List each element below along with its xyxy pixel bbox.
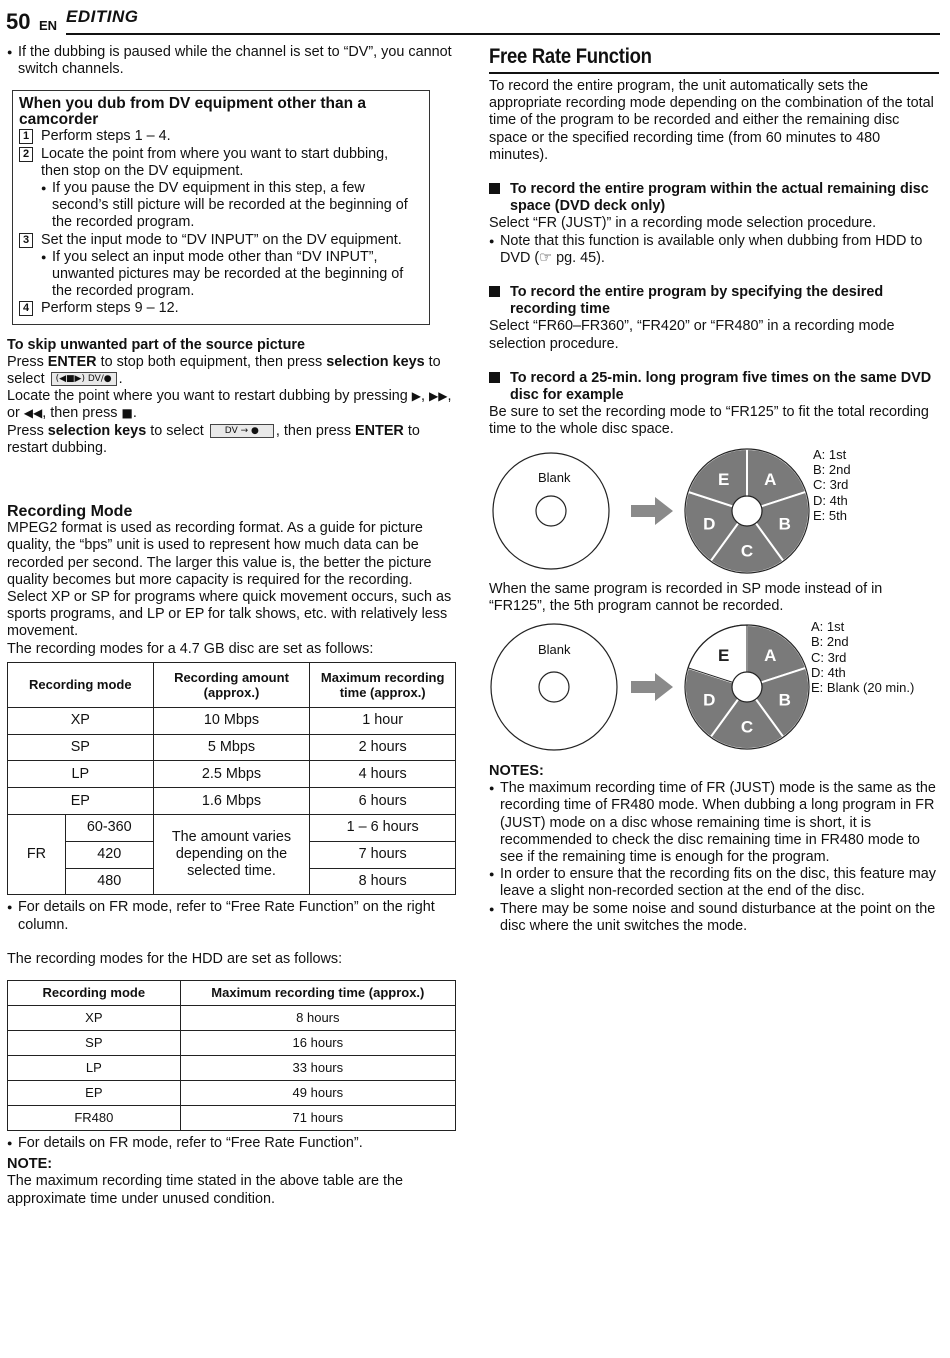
step-text: Perform steps 1 – 4. bbox=[41, 128, 171, 145]
legend-2: A: 1st B: 2nd C: 3rd D: 4th E: Blank (20 min.) bbox=[811, 619, 915, 696]
recorded-disc bbox=[685, 625, 809, 749]
skip-heading: To skip unwanted part of the source picture bbox=[7, 336, 305, 353]
note-item: ● The maximum recording time of FR (JUST) mode is the same as the recording time of FR480 mode. When dubbing a long program in FR (JUST) mode on a disc whose remaining time is short, it is recommended to check the disc remaining time in FR480 mode to see if the remaining time is enough for the program. bbox=[489, 780, 939, 866]
segment-label: D bbox=[703, 690, 716, 710]
step-number: 4 bbox=[19, 301, 33, 316]
step-1 bbox=[19, 128, 419, 145]
segment-label: C bbox=[740, 717, 754, 737]
section-1-heading: To record the entire program within the actual remaining disc space (DVD deck only) bbox=[489, 181, 939, 215]
step-2 bbox=[19, 146, 419, 232]
enter-key-label: ENTER bbox=[47, 353, 97, 370]
section-2-heading: To record the entire program by specifying the desired recording time bbox=[489, 284, 939, 318]
table-row: 480 8 hours bbox=[8, 868, 456, 895]
fr-details-bullet-2: ● For details on FR mode, refer to “Free Rate Function”. bbox=[7, 1135, 455, 1152]
section-1-bullet: ● Note that this function is available only when dubbing from HDD to DVD (☞ pg. 45). bbox=[489, 233, 939, 267]
page-header bbox=[6, 6, 940, 36]
disc-figure-fr125 bbox=[489, 447, 939, 575]
between-text: When the same program is recorded in SP mode instead of in “FR125”, the 5th program cannot be recorded. bbox=[489, 580, 883, 614]
arrow-icon bbox=[631, 673, 673, 701]
free-rate-intro: To record the entire program, the unit automatically sets the appropriate recording mode depending on the combination of the total time of the program to be recorded and either the remaining disc space or the specified recording time (from 60 minutes to 480 minutes). bbox=[489, 78, 934, 163]
skip-paragraph-2: Locate the point where you want to restart dubbing by pressing ▶, ▶▶, or ◀◀, then press ■. bbox=[7, 388, 452, 422]
step-3 bbox=[19, 232, 419, 301]
table-intro: The recording modes for a 4.7 GB disc are set as follows: bbox=[7, 640, 374, 657]
note-item: ● There may be some noise and sound disturbance at the point on the disc where the unit switches the mode. bbox=[489, 901, 939, 935]
table-row: XP 8 hours bbox=[8, 1006, 456, 1031]
segment-label: A bbox=[764, 645, 777, 665]
dv-dub-box bbox=[12, 90, 430, 324]
blank-label: Blank bbox=[538, 642, 571, 658]
recording-mode-body: MPEG2 format is used as recording format. As a guide for picture quality, the “bps” unit is used to represent how much data can be recorded per second. The larger this value is, the better the picture quality becomes but more capacity is required for the recording. Select XP or SP for programs where quick movement occurs, such as sports programs, and LP or EP for talk shows, etc. with relatively less movement. bbox=[7, 520, 452, 640]
table-row: FR480 71 hours bbox=[8, 1106, 456, 1131]
section-2-body: Select “FR60–FR360”, “FR420” or “FR480” in a recording mode selection procedure. bbox=[489, 318, 895, 352]
col-header: Recording mode bbox=[8, 981, 181, 1006]
segment-label: A bbox=[764, 469, 777, 489]
dv-dub-icon: DV → ● bbox=[210, 424, 274, 438]
legend-1: A: 1st B: 2nd C: 3rd D: 4th E: 5th bbox=[813, 446, 851, 523]
dv-control-icon: (◀■▶) DV/● bbox=[51, 372, 117, 386]
recording-mode-heading: Recording Mode bbox=[7, 503, 133, 521]
table-row: XP 10 Mbps 1 hour bbox=[8, 707, 456, 734]
table-row: SP 16 hours bbox=[8, 1031, 456, 1056]
blank-disc-hole bbox=[539, 672, 569, 702]
step-number: 1 bbox=[19, 129, 33, 144]
table-row: EP 49 hours bbox=[8, 1081, 456, 1106]
play-icon: ▶ bbox=[411, 389, 422, 404]
blank-disc-hole bbox=[536, 496, 566, 526]
language-code: EN bbox=[39, 18, 58, 33]
segment-label: B bbox=[778, 690, 791, 710]
note-item: ● In order to ensure that the recording fits on the disc, this feature may leave a slight non-recorded section at the end of the disc. bbox=[489, 866, 939, 900]
intro-bullet: ● If the dubbing is paused while the channel is set to “DV”, you cannot switch channels. bbox=[7, 44, 455, 78]
table-row: SP 5 Mbps 2 hours bbox=[8, 734, 456, 761]
disc-figure-sp bbox=[489, 621, 939, 751]
selection-keys-label: selection keys bbox=[326, 353, 425, 370]
section-3-body: Be sure to set the recording mode to “FR125” to fit the total recording time to the whole disc space. bbox=[489, 404, 929, 438]
segment-label: E bbox=[718, 469, 730, 489]
step-text: Locate the point from where you want to start dubbing, then stop on the DV equipment. bbox=[41, 145, 389, 179]
left-column bbox=[7, 44, 455, 1208]
fr-label: FR bbox=[8, 815, 66, 895]
recorded-disc bbox=[685, 449, 809, 573]
segment-label: B bbox=[778, 513, 791, 533]
table-row: FR 60-360 The amount varies depending on the selected time. 1 – 6 hours bbox=[8, 815, 456, 842]
free-rate-title: Free Rate Function bbox=[489, 45, 652, 68]
box-title: When you dub from DV equipment other than a camcorder bbox=[19, 95, 367, 129]
header-rule bbox=[66, 33, 940, 35]
col-header: Maximum recording time (approx.) bbox=[180, 981, 455, 1006]
fast-forward-icon: ▶▶ bbox=[429, 389, 448, 404]
step-sub-bullet: ● If you select an input mode other than “DV INPUT”, unwanted pictures may be recorded at the beginning of the recorded program. bbox=[41, 249, 419, 301]
table-row: 420 7 hours bbox=[8, 841, 456, 868]
hdd-intro: The recording modes for the HDD are set as follows: bbox=[7, 950, 343, 967]
fr-details-bullet: ● For details on FR mode, refer to “Free Rate Function” on the right column. bbox=[7, 899, 455, 933]
disc-hole bbox=[732, 672, 762, 702]
rewind-icon: ◀◀ bbox=[23, 406, 43, 421]
table-row: LP 33 hours bbox=[8, 1056, 456, 1081]
fr-amount: The amount varies depending on the selected time. bbox=[153, 815, 310, 895]
disc-recording-table bbox=[7, 662, 456, 896]
step-text: Set the input mode to “DV INPUT” on the DV equipment. bbox=[41, 231, 402, 248]
skip-paragraph-1: Press ENTER to stop both equipment, then press selection keys to select (◀■▶) DV/● . bbox=[7, 353, 441, 388]
step-4 bbox=[19, 300, 419, 317]
hdd-recording-table bbox=[7, 980, 456, 1131]
col-header: Maximum recording time (approx.) bbox=[310, 662, 456, 707]
step-text: Perform steps 9 – 12. bbox=[41, 300, 179, 317]
note-heading: NOTE: bbox=[7, 1156, 53, 1173]
segment-label: D bbox=[703, 513, 716, 533]
col-header: Recording mode bbox=[8, 662, 154, 707]
note-body: The maximum recording time stated in the above table are the approximate time under unused condition. bbox=[7, 1173, 403, 1207]
page-number: 50 bbox=[6, 9, 31, 34]
section-3-heading: To record a 25-min. long program five times on the same DVD disc for example bbox=[489, 370, 939, 404]
arrow-icon bbox=[631, 497, 673, 525]
table-row: LP 2.5 Mbps 4 hours bbox=[8, 761, 456, 788]
notes-heading: NOTES: bbox=[489, 763, 544, 780]
blank-label: Blank bbox=[538, 469, 571, 485]
stop-icon: ■ bbox=[121, 406, 133, 421]
section-label: EDITING bbox=[66, 7, 139, 26]
right-column bbox=[489, 44, 939, 935]
disc-diagram bbox=[489, 447, 813, 575]
section-1-body: Select “FR (JUST)” in a recording mode selection procedure. bbox=[489, 215, 877, 232]
segment-label: C bbox=[740, 541, 754, 561]
title-rule bbox=[489, 72, 939, 74]
step-sub-bullet: ● If you pause the DV equipment in this step, a few second’s still picture will be recorded at the beginning of the recorded program. bbox=[41, 180, 419, 232]
disc-hole bbox=[732, 496, 762, 526]
segment-label: E bbox=[718, 645, 730, 665]
step-number: 2 bbox=[19, 147, 33, 162]
col-header: Recording amount (approx.) bbox=[153, 662, 310, 707]
skip-paragraph-3: Press selection keys to select DV → ● , then press ENTER to restart dubbing. bbox=[7, 422, 420, 456]
step-number: 3 bbox=[19, 233, 33, 248]
table-row: EP 1.6 Mbps 6 hours bbox=[8, 788, 456, 815]
